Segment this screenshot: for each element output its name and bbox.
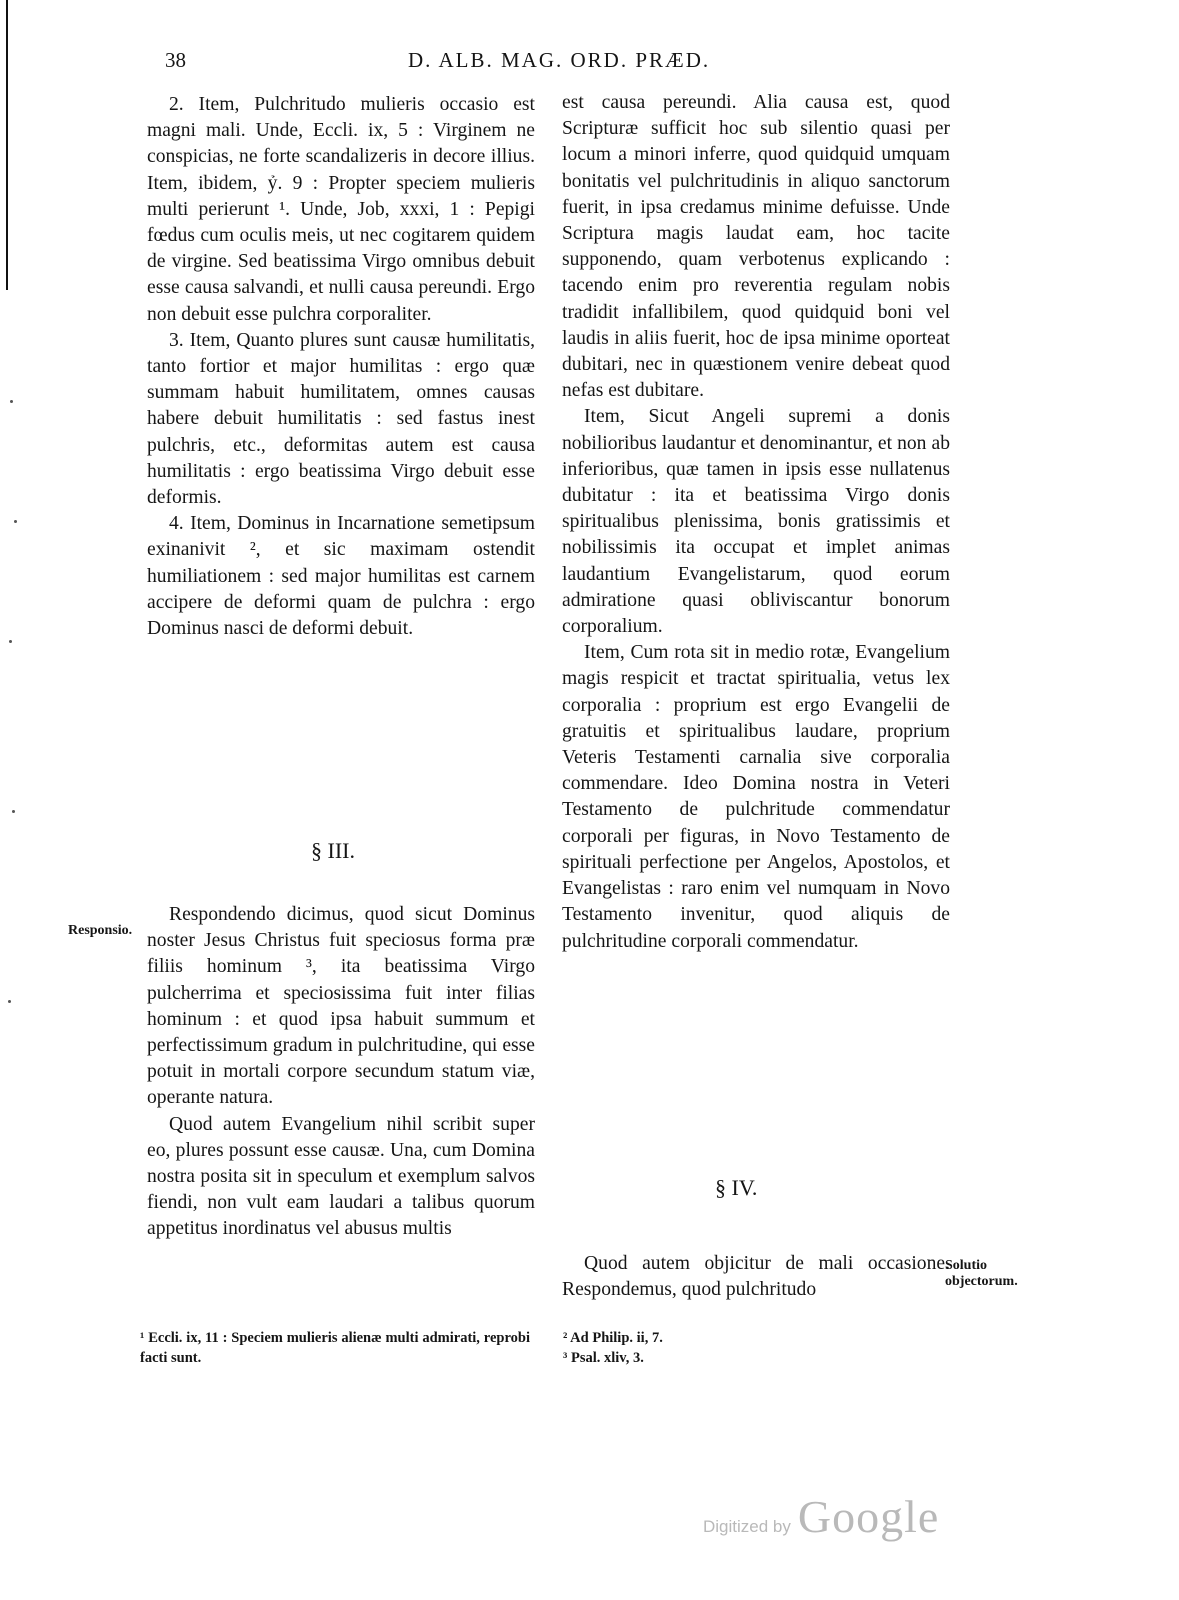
paragraph-rota: Item, Cum rota sit in medio rotæ, Evangelium magis respicit et tractat spiritualia, vetus lex corporalia : proprium est ergo Evangelii de gratuitis et spiritualibus laudare, proprium Veteris Testamenti carnalia sive corporalia commendare. Ideo Domina nostra in Veteri Testamento de pulchritude commendatur corporali per figuras, in Novo Testamento de spirituali perfectione per Angelos, Apostolos, et Evangelistas : raro enim vel numquam in Novo Testamento invenitur, quod aliquis de pulchritudine corporali commendatur. — [562, 642, 950, 952]
page-number: 38 — [165, 48, 186, 72]
paragraph-objection-4: 4. Item, Dominus in Incarnatione semetipsum exinanivit ², et sic maximam ostendit humiliationem : sed major humilitas est carnem accipere de deformi quam de pulchra : ergo Dominus nasci de deformi debuit. — [147, 513, 535, 640]
paragraph-angeli: Item, Sicut Angeli supremi a donis nobilioribus laudantur et denominantur, et non ab inferioribus, quæ tamen in ipsis esse nullatenus dubitatur : ita et beatissima Virgo donis spiritualibus plenissima, bonis gratissimis et nobilissimis ita occupat et implet animas laudantium Evangelistarum, quod eorum admiratione quasi obliviscantur bonorum corporalium. — [562, 406, 950, 638]
footnote-left: ¹ Eccli. ix, 11 : Speciem mulieris alienæ multi admirati, reprobi facti sunt. — [140, 1330, 530, 1366]
scan-speck — [9, 640, 12, 643]
footnote-3: ³ Psal. xliv, 3. — [563, 1350, 644, 1366]
watermark-logo: Google — [797, 1491, 940, 1542]
paragraph-solutio: Quod autem objicitur de mali occasione. Respondemus, quod pulchritudo — [562, 1253, 950, 1301]
footnote-2: ² Ad Philip. ii, 7. — [563, 1330, 663, 1346]
running-head: D. ALB. MAG. ORD. PRÆD. — [408, 48, 711, 72]
scan-speck — [8, 1000, 11, 1003]
watermark-prefix: Digitized by — [703, 1517, 791, 1536]
section-heading-iii: § III. — [311, 838, 355, 863]
paragraph-quod-autem: Quod autem Evangelium nihil scribit super eo, plures possunt esse causæ. Una, cum Domina nostra posita sit in speculum et exemplum salvos fiendi, non vult eam laudari a talibus quorum appetitus inordinatus vel abusus multis — [147, 1113, 535, 1240]
scan-speck — [12, 810, 15, 813]
digitized-watermark — [703, 1490, 939, 1543]
scan-speck — [10, 400, 13, 403]
paragraph-objection-3: 3. Item, Quanto plures sunt causæ humilitatis, tanto fortior et major humilitas : ergo quæ summam habuit humilitatem, omnes causas habere debuit humilitatis : sed fastus inest pulchris, etc., deformitas autem est causa humilitatis : ergo beatissima Virgo debuit esse deformis. — [147, 329, 535, 509]
scan-edge-line — [6, 0, 8, 290]
left-column-top — [147, 92, 535, 642]
section-heading-iv: § IV. — [715, 1175, 758, 1200]
right-column-top — [562, 90, 950, 955]
paragraph-respondendo: Respondendo dicimus, quod sicut Dominus noster Jesus Christus fuit speciosus forma præ filiis hominum ³, ita beatissima Virgo pulcherrima et speciosissima fuit inter filias hominum : et quod ipsa habuit summum et perfectissimum gradum in pulchritudine, qui esse potuit in mortali corpore secundum statum viæ, operante natura. — [147, 904, 535, 1109]
paragraph-objection-2: 2. Item, Pulchritudo mulieris occasio est magni mali. Unde, Eccli. ix, 5 : Virginem ne conspicias, ne forte scandalizeris in decore illius. Item, ibidem, ỷ. 9 : Propter speciem mulieris multi perierunt ¹. Unde, Job, xxxi, 1 : Pepigi fœdus cum oculis meis, ut nec cogitarem quidem de virgine. Sed beatissima Virgo omnibus debuit esse causa salvandi, et nulli causa pereundi. Ergo non debuit esse pulchra corporaliter. — [147, 94, 535, 325]
scan-speck — [14, 520, 17, 523]
footnotes-right — [563, 1328, 863, 1368]
paragraph-continuation: est causa pereundi. Alia causa est, quod Scripturæ sufficit hoc sub silentio quasi per locum a minori inferre, quod quidquid umquam bonitatis vel pulchritudinis in aliquo sanctorum fuerit, in ipsa credamus minime defuisse. Unde Scriptura magis laudat eam, hoc tacite supponendo, quam verbotenus explicando : tacendo enim pro reverentia regulam nobis tradidit infallibilem, quod quidquid boni vel laudis in aliis fuerit, hoc de ipsa minime oporteat dubitari, nec in quæstionem venire debeat quod nefas est dubitare. — [562, 92, 950, 402]
left-column-bottom — [147, 902, 535, 1243]
margin-note-solutio: Solutio objectorum. — [945, 1258, 1018, 1289]
margin-note-responsio: Responsio. — [68, 923, 133, 938]
right-column-bottom — [562, 1251, 950, 1303]
page-header — [0, 48, 1179, 78]
